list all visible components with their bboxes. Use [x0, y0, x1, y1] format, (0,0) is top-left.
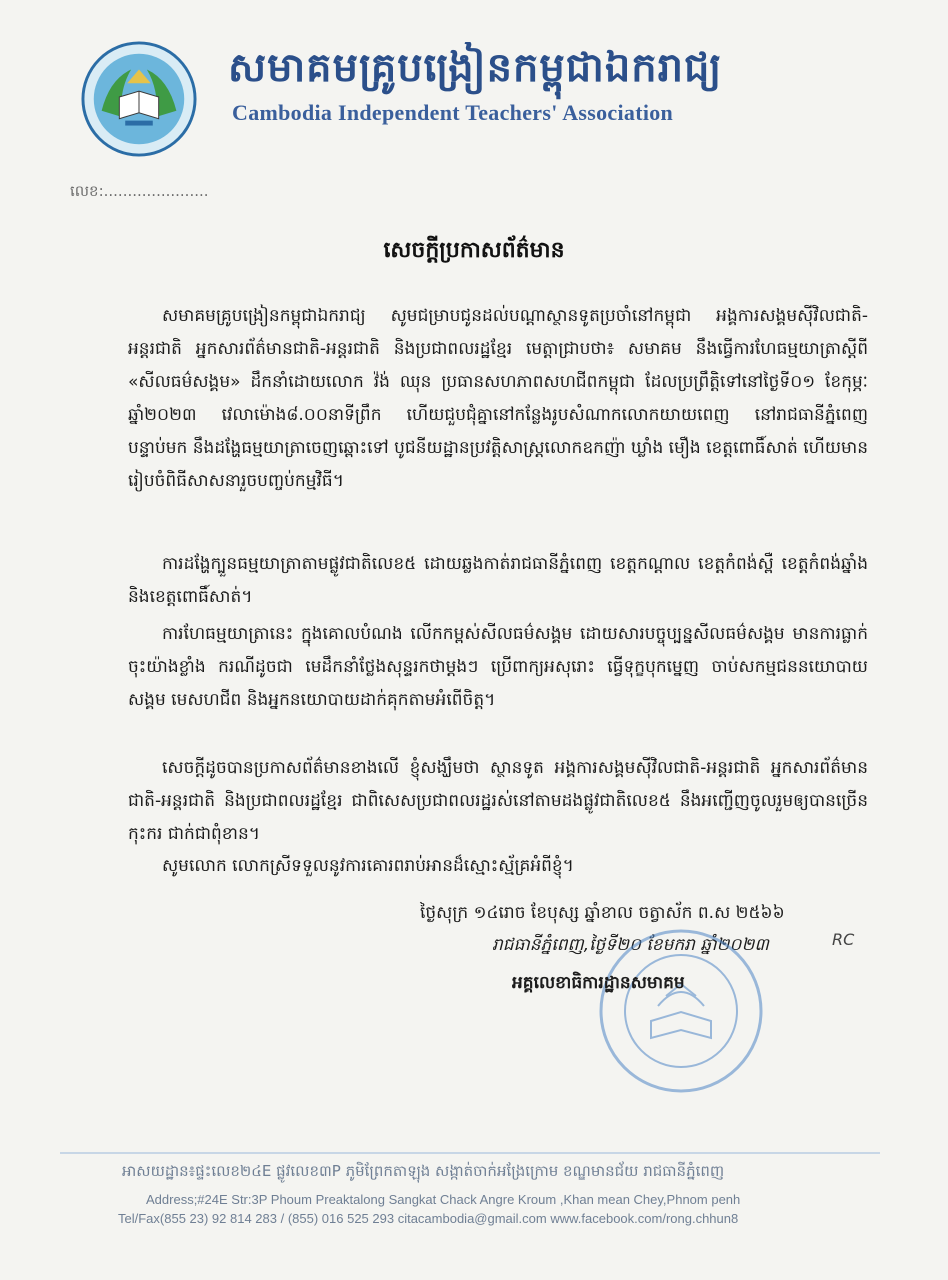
org-name-english: Cambodia Independent Teachers' Association: [232, 100, 674, 125]
paragraph-invitation: សេចក្តីដូចបានប្រកាសព័ត៌មានខាងលើ ខ្ញុំសង្ឃឹមថា ស្ថានទូត អង្គការសង្គមស៊ីវិលជាតិ-អន្តរជាតិ អ្នកសារព័ត៌មានជាតិ-អន្តរជាតិ និងប្រជាពលរដ្ឋខ្មែរ ជាពិសេសប្រជាពលរដ្ឋរស់នៅតាមដងផ្លូវជាតិលេខ៥ នឹងអញ្ជើញចូលរួមឲ្យបានច្រើនកុះករ ជាក់ជាពុំខាន។: [128, 758, 868, 844]
place-date: រាជធានីភ្នំពេញ,ថ្ងៃទី២០ ខែមករា ឆ្នាំ២០២៣: [492, 935, 769, 955]
signer-title: អគ្គលេខាធិការដ្ឋានសមាគម: [512, 973, 685, 993]
reference-number: លេខ:......................: [70, 182, 209, 200]
lunar-date: ថ្ងៃសុក្រ ១៤រោច ខែបុស្ស ឆ្នាំខាល ចត្វាស័ក ព.ស ២៥៦៦: [420, 903, 785, 923]
paragraph-route: ការដង្ហែក្បួនធម្មយាត្រាតាមផ្លូវជាតិលេខ៥ ដោយឆ្លងកាត់រាជធានីភ្នំពេញ ខេត្តកណ្តាល ខេត្តកំពង់ស្ពឺ ខេត្តកំពង់ឆ្នាំង និងខេត្តពោធិ៍សាត់។: [128, 554, 868, 607]
footer-contact: Tel/Fax(855 23) 92 814 283 / (855) 016 525 293 citacambodia@gmail.com www.facebook.com/rong.chhun8: [118, 1211, 739, 1226]
footer-address-khmer: អាសយដ្ឋាន៖ផ្ទះលេខ២៤E ផ្លូវលេខ៣P ភូមិព្រែកតាឡុង សង្កាត់ចាក់អង្រែក្រោម ខណ្ឌមានជ័យ រាជធានីភ្នំពេញ: [122, 1162, 725, 1180]
org-name-khmer: សមាគមគ្រូបង្រៀនកម្ពុជាឯករាជ្យ: [228, 45, 723, 91]
handwritten-initials: RC: [832, 930, 855, 949]
association-logo-icon: [80, 40, 198, 158]
association-stamp-icon: [596, 926, 766, 1096]
footer-divider: [60, 1152, 880, 1154]
paragraph-purpose: ការហែធម្មយាត្រានេះ ក្នុងគោលបំណង លើកកម្ពស់សីលធម៌សង្គម ដោយសារបច្ចុប្បន្នសីលធម៌សង្គម មានការធ្លាក់ចុះយ៉ាងខ្លាំង ករណីដូចជា មេដឹកនាំថ្លែងសុន្ទរកថាម្តងៗ ប្រើពាក្យអសុរោះ ធ្វើទុក្ខបុកម្នេញ ចាប់សកម្មជននយោបាយ សង្គម មេសហជីព និងអ្នកនយោបាយដាក់គុកតាមអំពើចិត្ត។: [128, 624, 868, 710]
footer-address-english: Address;#24E Str:3P Phoum Preaktalong Sangkat Chack Angre Kroum ,Khan mean Chey,Phnom penh: [146, 1192, 741, 1207]
document-title: សេចក្តីប្រកាសព័ត៌មាន: [383, 238, 565, 263]
paragraph-closing: សូមលោក លោកស្រីទទួលនូវការគោរពរាប់អានដ៏ស្មោះស្ម័គ្រអំពីខ្ញុំ។: [162, 856, 574, 876]
paragraph-announcement: សមាគមគ្រូបង្រៀនកម្ពុជាឯករាជ្យ សូមជម្រាបជូនដល់បណ្តាស្ថានទូតប្រចាំនៅកម្ពុជា អង្គការសង្គមស៊ីវិលជាតិ-អន្តរជាតិ អ្នកសារព័ត៌មានជាតិ-អន្តរជាតិ និងប្រជាពលរដ្ឋខ្មែរ មេត្តាជ្រាបថា៖ សមាគម នឹងធ្វើការហែធម្មយាត្រាស្តីពី «សីលធម៌សង្គម» ដឹកនាំដោយលោក វ៉ង់ ឈុន ប្រធានសហភាពសហជីពកម្ពុជា ដែលប្រព្រឹត្តិទៅនៅថ្ងៃទី០១ ខែកុម្ភៈ ឆ្នាំ២០២៣ វេលាម៉ោង៨.០០នាទីព្រឹក ហើយជួបជុំគ្នានៅកន្លែងរូបសំណាកលោកយាយពេញ នៅរាជធានីភ្នំពេញ បន្ទាប់មក នឹងដង្ហែធម្មយាត្រាចេញឆ្ពោះទៅ បូជនីយដ្ឋានប្រវត្តិសាស្ត្រលោកឧកញ៉ា ឃ្លាំង មឿង ខេត្តពោធិ៍សាត់ ហើយមានរៀបចំពិធីសាសនារួចបញ្ចប់កម្មវិធី។: [128, 306, 868, 491]
